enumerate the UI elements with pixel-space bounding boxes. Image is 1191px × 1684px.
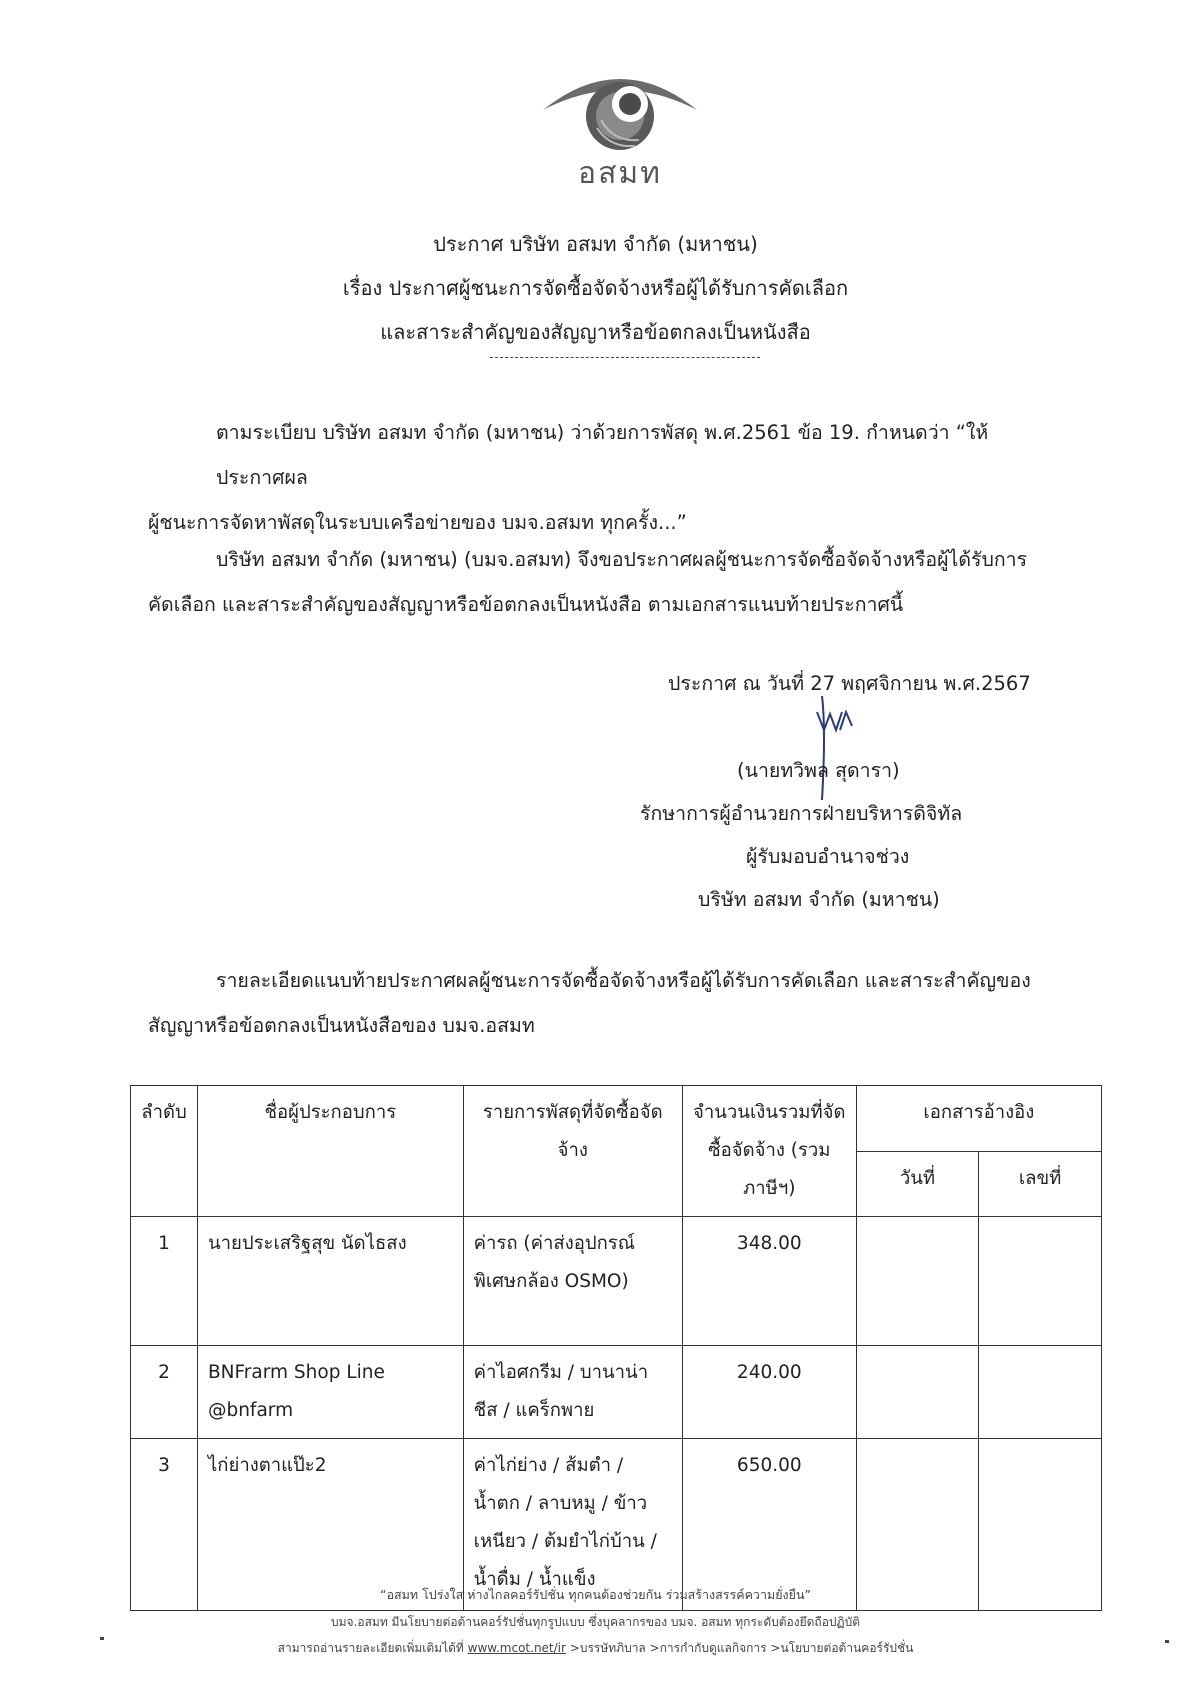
details-line-2: สัญญาหรือข้อตกลงเป็นหนังสือของ บมจ.อสมท — [148, 1014, 535, 1037]
announcement-line-1: บริษัท อสมท จำกัด (มหาชน) (บมจ.อสมท) จึงขอประกาศผลผู้ชนะการจัดซื้อจัดจ้างหรือผู้ได้รับการ — [216, 548, 1028, 571]
row-number — [979, 1217, 1102, 1346]
regulation-line-2: ผู้ชนะการจัดหาพัสดุในระบบเครือข่ายของ บมจ.อสมท ทุกครั้ง...” — [148, 511, 687, 534]
footer-more-info-suffix: >บรรษัทภิบาล >การกำกับดูแลกิจการ >นโยบายต่อต้านคอร์รัปชั่น — [569, 1641, 914, 1655]
header-seq: ลำดับ — [131, 1086, 198, 1217]
table-row — [131, 1346, 1102, 1439]
scan-speck — [1165, 1640, 1169, 1643]
signer-delegation: ผู้รับมอบอำนาจช่วง — [746, 845, 910, 868]
details-line-1: รายละเอียดแนบท้ายประกาศผลผู้ชนะการจัดซื้อจัดจ้างหรือผู้ได้รับการคัดเลือก และสาระสำคัญของ — [216, 969, 1031, 992]
row-seq: 3 — [131, 1439, 198, 1611]
announcement-title: ประกาศ บริษัท อสมท จำกัด (มหาชน) — [433, 232, 758, 256]
announcement-paragraph — [148, 537, 1038, 627]
scan-speck — [100, 1637, 104, 1640]
table-row — [131, 1217, 1102, 1346]
announcement-subject: เรื่อง ประกาศผู้ชนะการจัดซื้อจัดจ้างหรือผู้ได้รับการคัดเลือก — [342, 276, 849, 300]
row-amount: 348.00 — [682, 1217, 856, 1346]
announcement-subject-cont: และสาระสำคัญของสัญญาหรือข้อตกลงเป็นหนังสือ — [380, 320, 811, 344]
row-item: ค่าไก่ย่าง / ส้มตำ / น้ำตก / ลาบหมู / ข้าวเหนียว / ต้มยำไก่บ้าน / น้ำดื่ม / น้ำแข็ง — [463, 1439, 682, 1611]
row-vendor: นายประเสริฐสุข นัดไธสง — [197, 1217, 463, 1346]
row-amount: 240.00 — [682, 1346, 856, 1439]
signer-title: รักษาการผู้อำนวยการฝ่ายบริหารดิจิทัล — [640, 802, 963, 825]
regulation-line-1: ตามระเบียบ บริษัท อสมท จำกัด (มหาชน) ว่าด้วยการพัสดุ พ.ศ.2561 ข้อ 19. กำหนดว่า “ให้ประกาศผล — [216, 421, 989, 489]
header-vendor: ชื่อผู้ประกอบการ — [197, 1086, 463, 1217]
row-amount: 650.00 — [682, 1439, 856, 1611]
row-seq: 1 — [131, 1217, 198, 1346]
announcement-line-2: คัดเลือก และสาระสำคัญของสัญญาหรือข้อตกลงเป็นหนังสือ ตามเอกสารแนบท้ายประกาศนี้ — [148, 593, 904, 616]
row-number — [979, 1346, 1102, 1439]
header-reference: เอกสารอ้างอิง — [856, 1086, 1101, 1152]
row-item: ค่ารถ (ค่าส่งอุปกรณ์พิเศษกล้อง OSMO) — [463, 1217, 682, 1346]
signer-name: (นายทวิพล สุดารา) — [737, 759, 900, 782]
footer-more-info — [0, 1639, 1191, 1658]
details-paragraph — [148, 958, 1038, 1048]
header-item: รายการพัสดุที่จัดซื้อจัดจ้าง — [463, 1086, 682, 1217]
procurement-table — [130, 1085, 1102, 1611]
signer-company: บริษัท อสมท จำกัด (มหาชน) — [698, 888, 940, 911]
header-date: วันที่ — [856, 1151, 978, 1217]
table-header-row — [131, 1086, 1102, 1152]
row-item: ค่าไอศกรีม / บานาน่าชีส / แคร็กพาย — [463, 1346, 682, 1439]
row-date — [856, 1346, 978, 1439]
announcement-date: ประกาศ ณ วันที่ 27 พฤศจิกายน พ.ศ.2567 — [668, 672, 1031, 695]
logo-wordmark: อสมท — [578, 156, 662, 191]
footer-ir-link[interactable]: www.mcot.net/ir — [467, 1641, 566, 1655]
header-amount: จำนวนเงินรวมที่จัดซื้อจัดจ้าง (รวมภาษีฯ) — [682, 1086, 856, 1217]
footer-policy: บมจ.อสมท มีนโยบายต่อต้านคอร์รัปชั่นทุกรูปแบบ ซึ่งบุคลากรของ บมจ. อสมท ทุกระดับต้องยึดถือปฏิบัติ — [331, 1615, 860, 1629]
heading-divider — [490, 357, 760, 358]
row-vendor: ไก่ย่างตาแป๊ะ2 — [197, 1439, 463, 1611]
regulation-paragraph — [148, 410, 1038, 545]
row-date — [856, 1217, 978, 1346]
row-vendor: BNFrarm Shop Line @bnfarm — [197, 1346, 463, 1439]
row-seq: 2 — [131, 1346, 198, 1439]
header-number: เลขที่ — [979, 1151, 1102, 1217]
footer-slogan: “อสมท โปร่งใส ห่างไกลคอร์รัปชั่น ทุกคนต้องช่วยกัน ร่วมสร้างสรรค์ความยั่งยืน” — [380, 1587, 811, 1602]
footer-more-info-prefix: สามารถอ่านรายละเอียดเพิ่มเติมได้ที่ — [277, 1641, 464, 1655]
